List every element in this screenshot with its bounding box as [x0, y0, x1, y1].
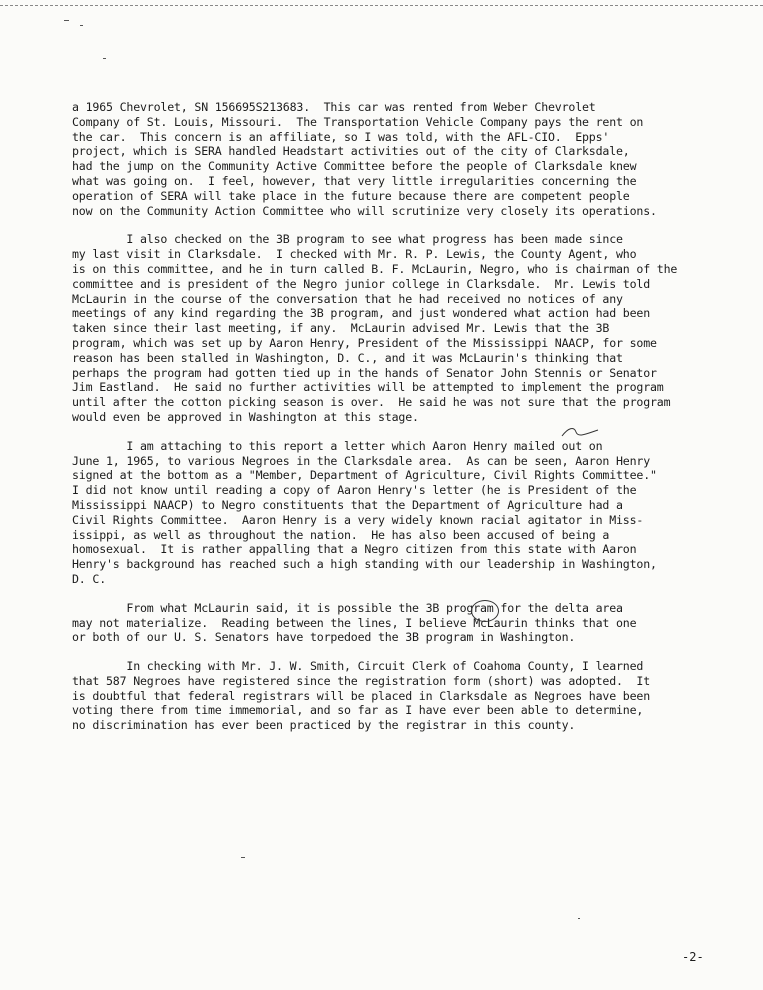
page-number: -2- [682, 950, 704, 964]
scan-speck [64, 20, 69, 21]
scan-speck [241, 857, 245, 858]
page-top-edge [0, 0, 763, 6]
handwritten-circle-mark [471, 600, 499, 622]
document-body [72, 100, 752, 733]
paragraph-aaron-henry-letter: I am attaching to this report a letter which Aaron Henry mailed out on June 1, 1965, to various Negroes in the Clarksdale area. As can be seen, Aaron Henry signed at the bottom as a "Member, Department of Agriculture, Civil Rights Committee." I did not know until reading a copy of Aaron Henry's letter (he is President of the Mississippi NAACP) to Negro constituents that the Department of Agriculture had a Civil Rights Committee. Aaron Henry is a very widely known racial agitator in Miss- issippi, as well as throughout the nation. He has also been accused of being a homosexual. It is rather appalling that a Negro citizen from this state with Aaron Henry's background has reached such a high standing with our leadership in Washington, D. C. [72, 438, 657, 586]
paragraph-3b-program: I also checked on the 3B program to see what progress has been made since my last visit in Clarksdale. I checked with Mr. R. P. Lewis, the County Agent, who is on this committee, and he in turn called B. F. McLaurin, Negro, who is chairman of the committee and is president of the Negro junior college in Clarksdale. Mr. Lewis told McLaurin in the course of the conversation that he had received no notices of any meetings of any kind regarding the 3B program, and just wondered what action had been taken since their last meeting, if any. McLaurin advised Mr. Lewis that the 3B program, which was set up by Aaron Henry, President of the Mississippi NAACP, for some reason has been stalled in Washington, D. C., and it was McLaurin's thinking that perhaps the program had gotten tied up in the hands of Senator John Stennis or Senator Jim Eastland. He said no further activities will be attempted to implement the program until after the cotton picking season is over. He said he was not sure that the program would even be approved in Washington at this stage. [72, 232, 678, 424]
paragraph-vehicle-sera: a 1965 Chevrolet, SN 156695S213683. This car was rented from Weber Chevrolet Company of St. Louis, Missouri. The Transportation Vehicle Company pays the rent on the car. This concern is an affiliate, so I was told, with the AFL-CIO. Epps' project, which is SERA handled Headstart activities out of the city of Clarksdale, had the jump on the Community Active Committee before the people of Clarksdale knew what was going on. I feel, however, that very little irregularities concerning the operation of SERA will take place in the future because there are competent people now on the Community Action Committee who will scrutinize very closely its operations. [72, 100, 657, 218]
scan-speck [80, 25, 83, 26]
paragraph-voter-registration: In checking with Mr. J. W. Smith, Circuit Clerk of Coahoma County, I learned that 587 Negroes have registered since the registration form (short) was adopted. It is doubtful that federal registrars will be placed in Clarksdale as Negroes have been voting there from time immemorial, and so far as I have ever been able to determine, no discrimination has ever been practiced by the registrar in this county. [72, 659, 651, 733]
paragraph-mclaurin-senators: From what McLaurin said, it is possible the 3B program for the delta area may not materialize. Reading between the lines, I believe McLaurin thinks that one or both of our U. S. Senators have torpedoed the 3B program in Washington. [72, 600, 637, 645]
scan-speck [103, 58, 106, 59]
scan-speck [578, 918, 580, 919]
handwritten-mark [560, 424, 600, 440]
